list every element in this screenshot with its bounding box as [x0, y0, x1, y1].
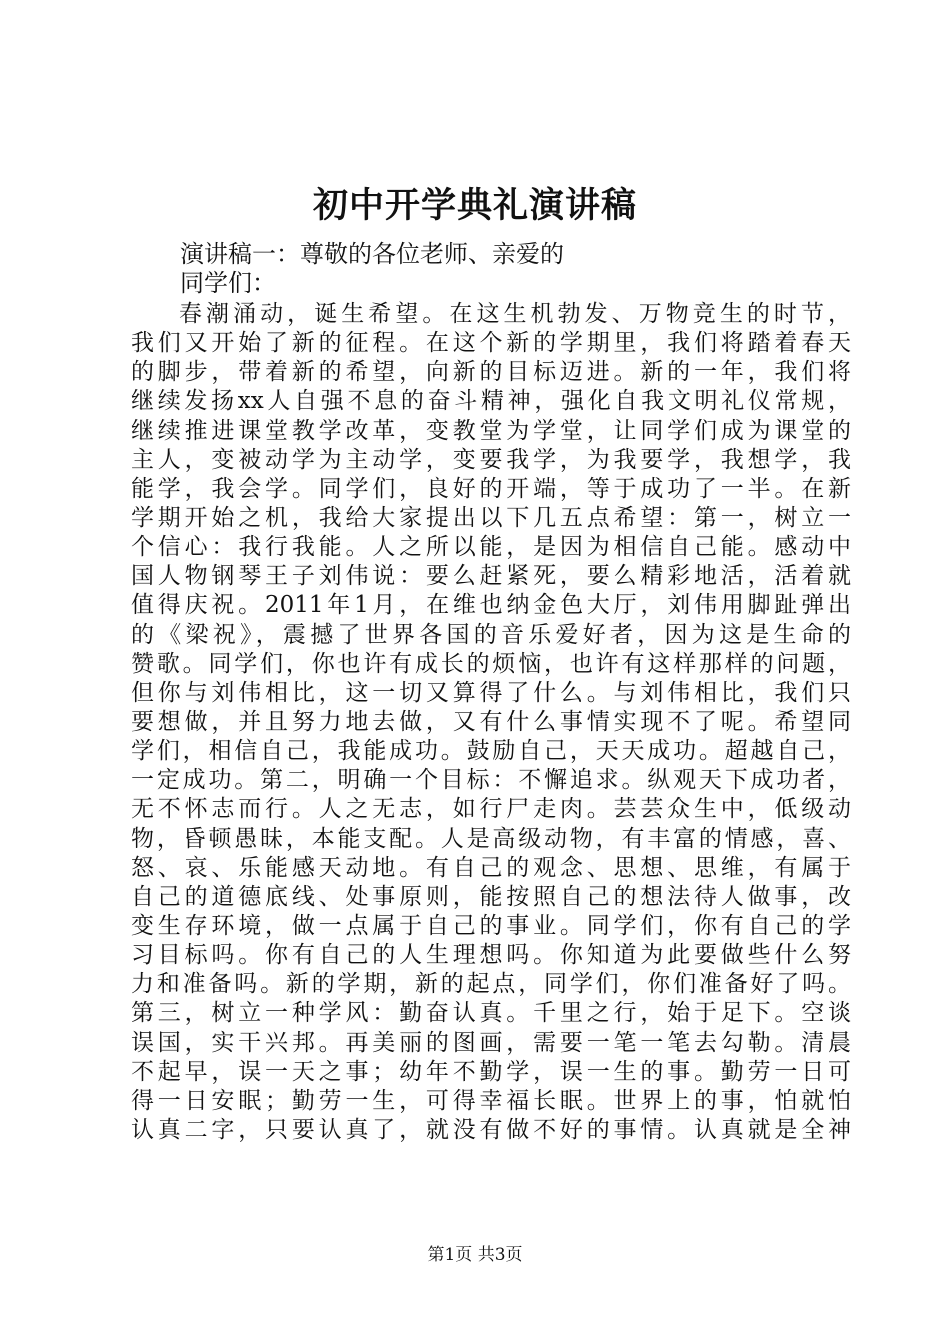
body-line: 要想做，并且努力地去做，又有什么事情实现不了呢。希望同 — [131, 708, 851, 735]
body-line: 怒、哀、乐能感天动地。有自己的观念、思想、思维，有属于 — [131, 854, 851, 881]
body-line: 主人，变被动学为主动学，变要我学，为我要学，我想学，我 — [131, 446, 851, 473]
body-line: 变生存环境，做一点属于自己的事业。同学们，你有自己的学 — [131, 912, 851, 939]
body-line: 学们，相信自己，我能成功。鼓励自己，天天成功。超越自己， — [131, 738, 851, 765]
body-line: 一定成功。第二，明确一个目标：不懈追求。纵观天下成功者， — [131, 767, 851, 794]
body-line: 国人物钢琴王子刘伟说：要么赶紧死，要么精彩地活，活着就 — [131, 563, 851, 590]
body-line: 的脚步，带着新的希望，向新的目标迈进。新的一年，我们将 — [131, 359, 851, 386]
body-line: 的《梁祝》，震撼了世界各国的音乐爱好者，因为这是生命的 — [131, 621, 851, 648]
body-line: 值得庆祝。2011年1月，在维也纳金色大厅，刘伟用脚趾弹出 — [131, 592, 851, 619]
body-line: 力和准备吗。新的学期，新的起点，同学们，你们准备好了吗。 — [131, 971, 851, 998]
body-line: 能学，我会学。同学们，良好的开端，等于成功了一半。在新 — [131, 475, 851, 502]
body-line: 误国，实干兴邦。再美丽的图画，需要一笔一笔去勾勒。清晨 — [131, 1029, 851, 1056]
body-line: 认真二字，只要认真了，就没有做不好的事情。认真就是全神 — [131, 1116, 851, 1143]
body-line: 学期开始之机，我给大家提出以下几五点希望：第一，树立一 — [131, 504, 851, 531]
body-text — [131, 300, 851, 1145]
body-line: 继续发扬xx人自强不息的奋斗精神，强化自我文明礼仪常规， — [131, 388, 851, 415]
page-footer: 第1页 共3页 — [427, 1245, 523, 1265]
body-line: 赞歌。同学们，你也许有成长的烦恼，也许有这样那样的问题， — [131, 650, 851, 677]
salutation-line-2: 同学们： — [180, 269, 276, 297]
body-line: 我们又开始了新的征程。在这个新的学期里，我们将踏着春天 — [131, 330, 851, 357]
body-line: 无不怀志而行。人之无志，如行尸走肉。芸芸众生中，低级动 — [131, 796, 851, 823]
body-line: 但你与刘伟相比，这一切又算得了什么。与刘伟相比，我们只 — [131, 679, 851, 706]
body-line: 春潮涌动，诞生希望。在这生机勃发、万物竞生的时节， — [179, 301, 851, 327]
body-line: 继续推进课堂教学改革，变教堂为学堂，让同学们成为课堂的 — [131, 417, 851, 444]
body-line: 第三，树立一种学风：勤奋认真。千里之行，始于足下。空谈 — [131, 1000, 851, 1027]
salutation-line-1: 演讲稿一：尊敬的各位老师、亲爱的 — [180, 240, 564, 268]
body-line: 自己的道德底线、处事原则，能按照自己的想法待人做事，改 — [131, 883, 851, 910]
document-title: 初中开学典礼演讲稿 — [312, 185, 637, 226]
body-line: 不起早，误一天之事；幼年不勤学，误一生的事。勤劳一日可 — [131, 1058, 851, 1085]
body-line: 得一日安眠；勤劳一生，可得幸福长眠。世界上的事，怕就怕 — [131, 1087, 851, 1114]
body-line: 习目标吗。你有自己的人生理想吗。你知道为此要做些什么努 — [131, 942, 851, 969]
body-line: 个信心：我行我能。人之所以能，是因为相信自己能。感动中 — [131, 534, 851, 561]
body-line: 物，昏顿愚昧，本能支配。人是高级动物，有丰富的情感，喜、 — [131, 825, 851, 852]
